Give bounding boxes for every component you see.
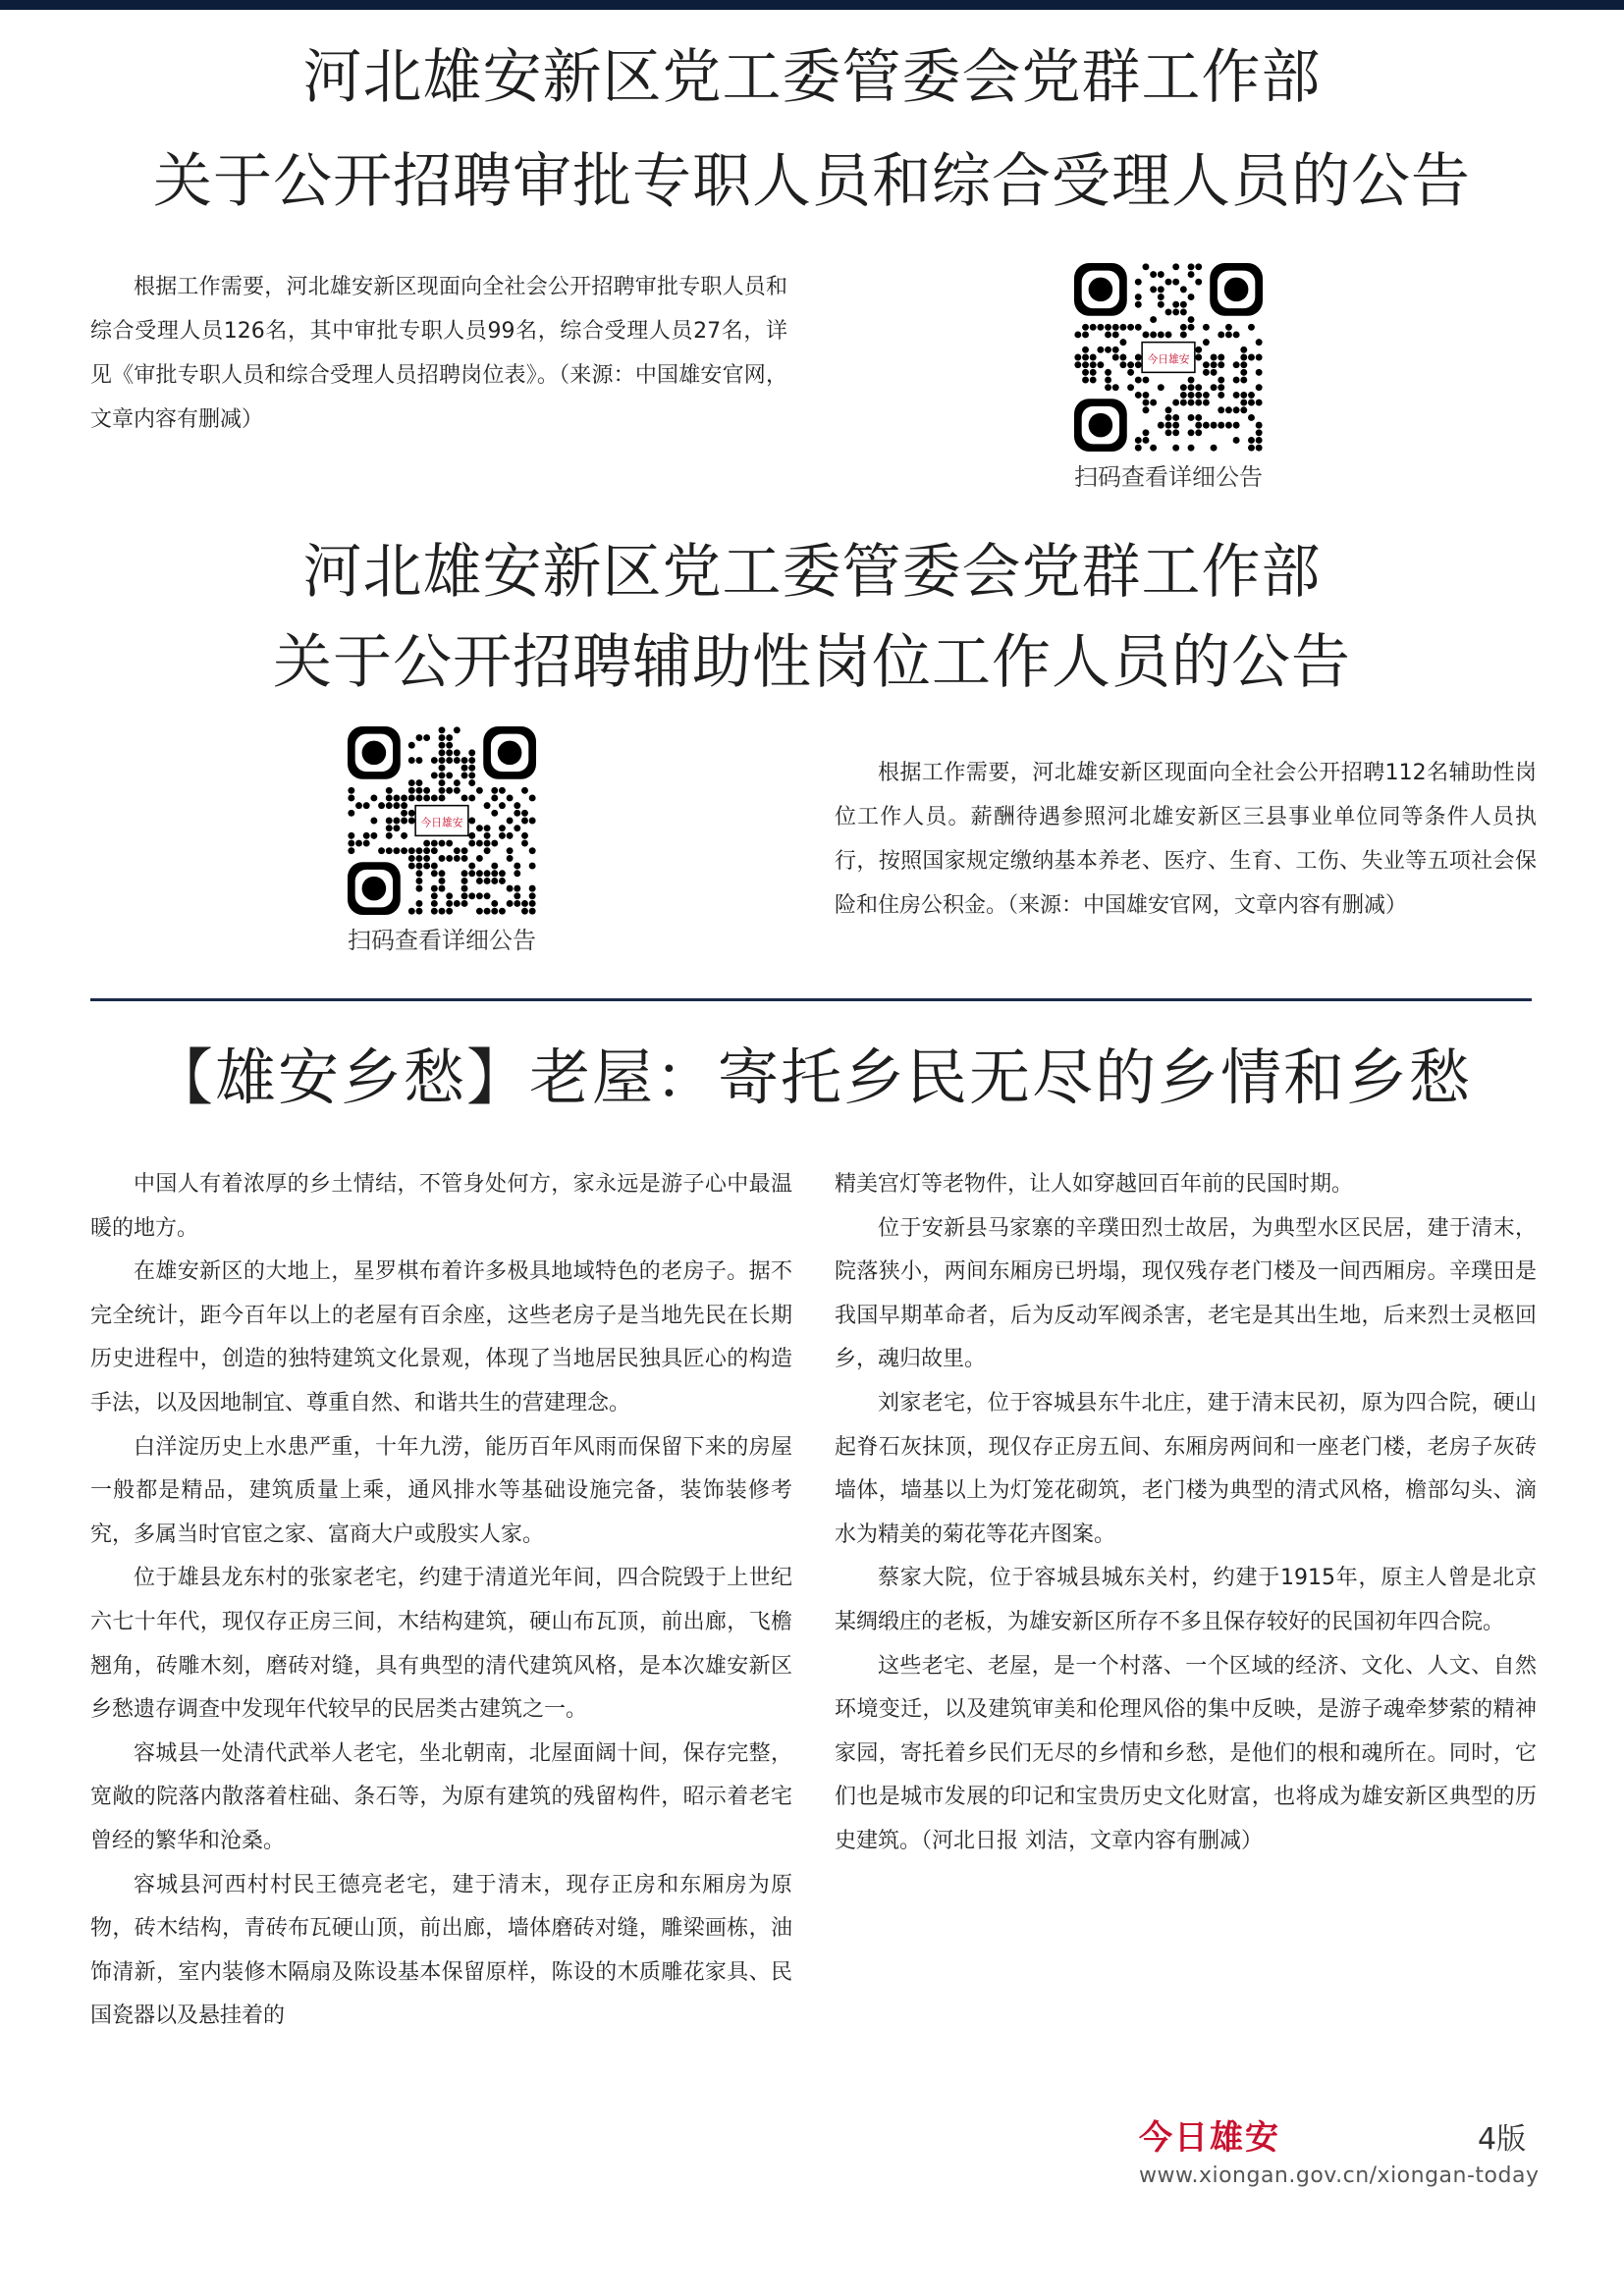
qr-logo-text: 今日雄安 (420, 816, 463, 829)
article-paragraph: 白洋淀历史上水患严重，十年九涝，能历百年风雨而保留下来的房屋一般都是精品，建筑质量上乘，通风排水等基础设施完备，装饰装修考究，多属当时官宦之家、富商大户或殷实人家。 (90, 1434, 792, 1547)
page-number: 4版 (1478, 2122, 1527, 2157)
notice1-title-line1: 河北雄安新区党工委管委会党群工作部 (302, 43, 1322, 112)
article-paragraph: 位于安新县马家寨的辛璞田烈士故居，为典型水区民居，建于清末，院落狭小，两间东厢房已坍塌，现仅残存老门楼及一间西厢房。辛璞田是我国早期革命者，后为反动军阀杀害，老宅是其出生地，后来烈士灵柩回乡，魂归故里。 (835, 1215, 1537, 1372)
notice2-qr-block[interactable] (324, 726, 560, 955)
notice2-title-line1: 河北雄安新区党工委管委会党群工作部 (302, 538, 1322, 607)
footer-url[interactable]: www.xiongan.gov.cn/xiongan-today (1139, 2163, 1540, 2188)
qr-logo-text: 今日雄安 (1147, 352, 1190, 366)
article-paragraph: 容城县河西村村民王德亮老宅，建于清末，现存正房和东厢房为原物，砖木结构，青砖布瓦硬山顶，前出廊，墙体磨砖对缝，雕梁画栋，油饰清新，室内装修木隔扇及陈设基本保留原样，陈设的木质雕花家具、民国瓷器以及悬挂着的 (90, 1872, 792, 2029)
article-paragraph: 位于雄县龙东村的张家老宅，约建于清道光年间，四合院毁于上世纪六七十年代，现仅存正房三间，木结构建筑，硬山布瓦顶，前出廊，飞檐翘角，砖雕木刻，磨砖对缝，具有典型的清代建筑风格，是本次雄安新区乡愁遗存调查中发现年代较早的民居类古建筑之一。 (90, 1566, 792, 1723)
notice1-body: 根据工作需要，河北雄安新区现面向全社会公开招聘审批专职人员和综合受理人员126名，其中审批专职人员99名，综合受理人员27名，详见《审批专职人员和综合受理人员招聘岗位表》。（来源：中国雄安官网，文章内容有删减） (90, 275, 787, 432)
notice2-body: 根据工作需要，河北雄安新区现面向全社会公开招聘112名辅助性岗位工作人员。薪酬待遇参照河北雄安新区三县事业单位同等条件人员执行，按照国家规定缴纳基本养老、医疗、生育、工伤、失业等五项社会保险和住房公积金。（来源：中国雄安官网，文章内容有删减） (835, 761, 1537, 918)
top-banner-bar (0, 0, 1624, 10)
article-paragraph: 在雄安新区的大地上，星罗棋布着许多极具地域特色的老房子。据不完全统计，距今百年以上的老屋有百余座，这些老房子是当地先民在长期历史进程中，创造的独特建筑文化景观，体现了当地居民独具匠心的构造手法，以及因地制宜、尊重自然、和谐共生的营建理念。 (90, 1259, 792, 1415)
article-paragraph: 中国人有着浓厚的乡土情结，不管身处何方，家永远是游子心中最温暖的地方。 (90, 1172, 792, 1241)
notice2-qr-caption: 扫码查看详细公告 (348, 927, 536, 954)
qr-code-icon[interactable] (348, 726, 536, 915)
article-title: 【雄安乡愁】老屋：寄托乡民无尽的乡情和乡愁 (151, 1041, 1472, 1113)
notice1-title-line2: 关于公开招聘审批专职人员和综合受理人员的公告 (153, 147, 1471, 216)
article-paragraph: 容城县一处清代武举人老宅，坐北朝南，北屋面阔十间，保存完整，宽敞的院落内散落着柱础、条石等，为原有建筑的残留构件，昭示着老宅曾经的繁华和沧桑。 (90, 1740, 792, 1853)
article-paragraph: 蔡家大院，位于容城县城东关村，约建于1915年，原主人曾是北京某绸缎庄的老板，为雄安新区所存不多且保存较好的民国初年四合院。 (835, 1566, 1537, 1634)
article-right-column (835, 1163, 1537, 1864)
notice2-title-line2: 关于公开招聘辅助性岗位工作人员的公告 (273, 628, 1351, 697)
article-left-column (90, 1163, 792, 2039)
footer-logo: 今日雄安 (1139, 2118, 1280, 2158)
section-divider (90, 998, 1532, 1001)
article-paragraph-continued: 精美宫灯等老物件，让人如穿越回百年前的民国时期。 (835, 1172, 1354, 1197)
notice1-qr-caption: 扫码查看详细公告 (1074, 463, 1263, 491)
article-paragraph: 刘家老宅，位于容城县东牛北庄，建于清末民初，原为四合院，硬山起脊石灰抹顶，现仅存正房五间、东厢房两间和一座老门楼，老房子灰砖墙体，墙基以上为灯笼花砌筑，老门楼为典型的清式风格，檐部勾头、滴水为精美的菊花等花卉图案。 (835, 1390, 1537, 1547)
qr-code-icon[interactable] (1074, 263, 1263, 452)
notice1-qr-block[interactable] (1051, 263, 1286, 492)
article-paragraph: 这些老宅、老屋，是一个村落、一个区域的经济、文化、人文、自然环境变迁，以及建筑审美和伦理风俗的集中反映，是游子魂牵梦萦的精神家园，寄托着乡民们无尽的乡情和乡愁，是他们的根和魂所在。同时，它们也是城市发展的印记和宝贵历史文化财富，也将成为雄安新区典型的历史建筑。（河北日报 刘洁，文章内容有删减） (835, 1653, 1537, 1853)
